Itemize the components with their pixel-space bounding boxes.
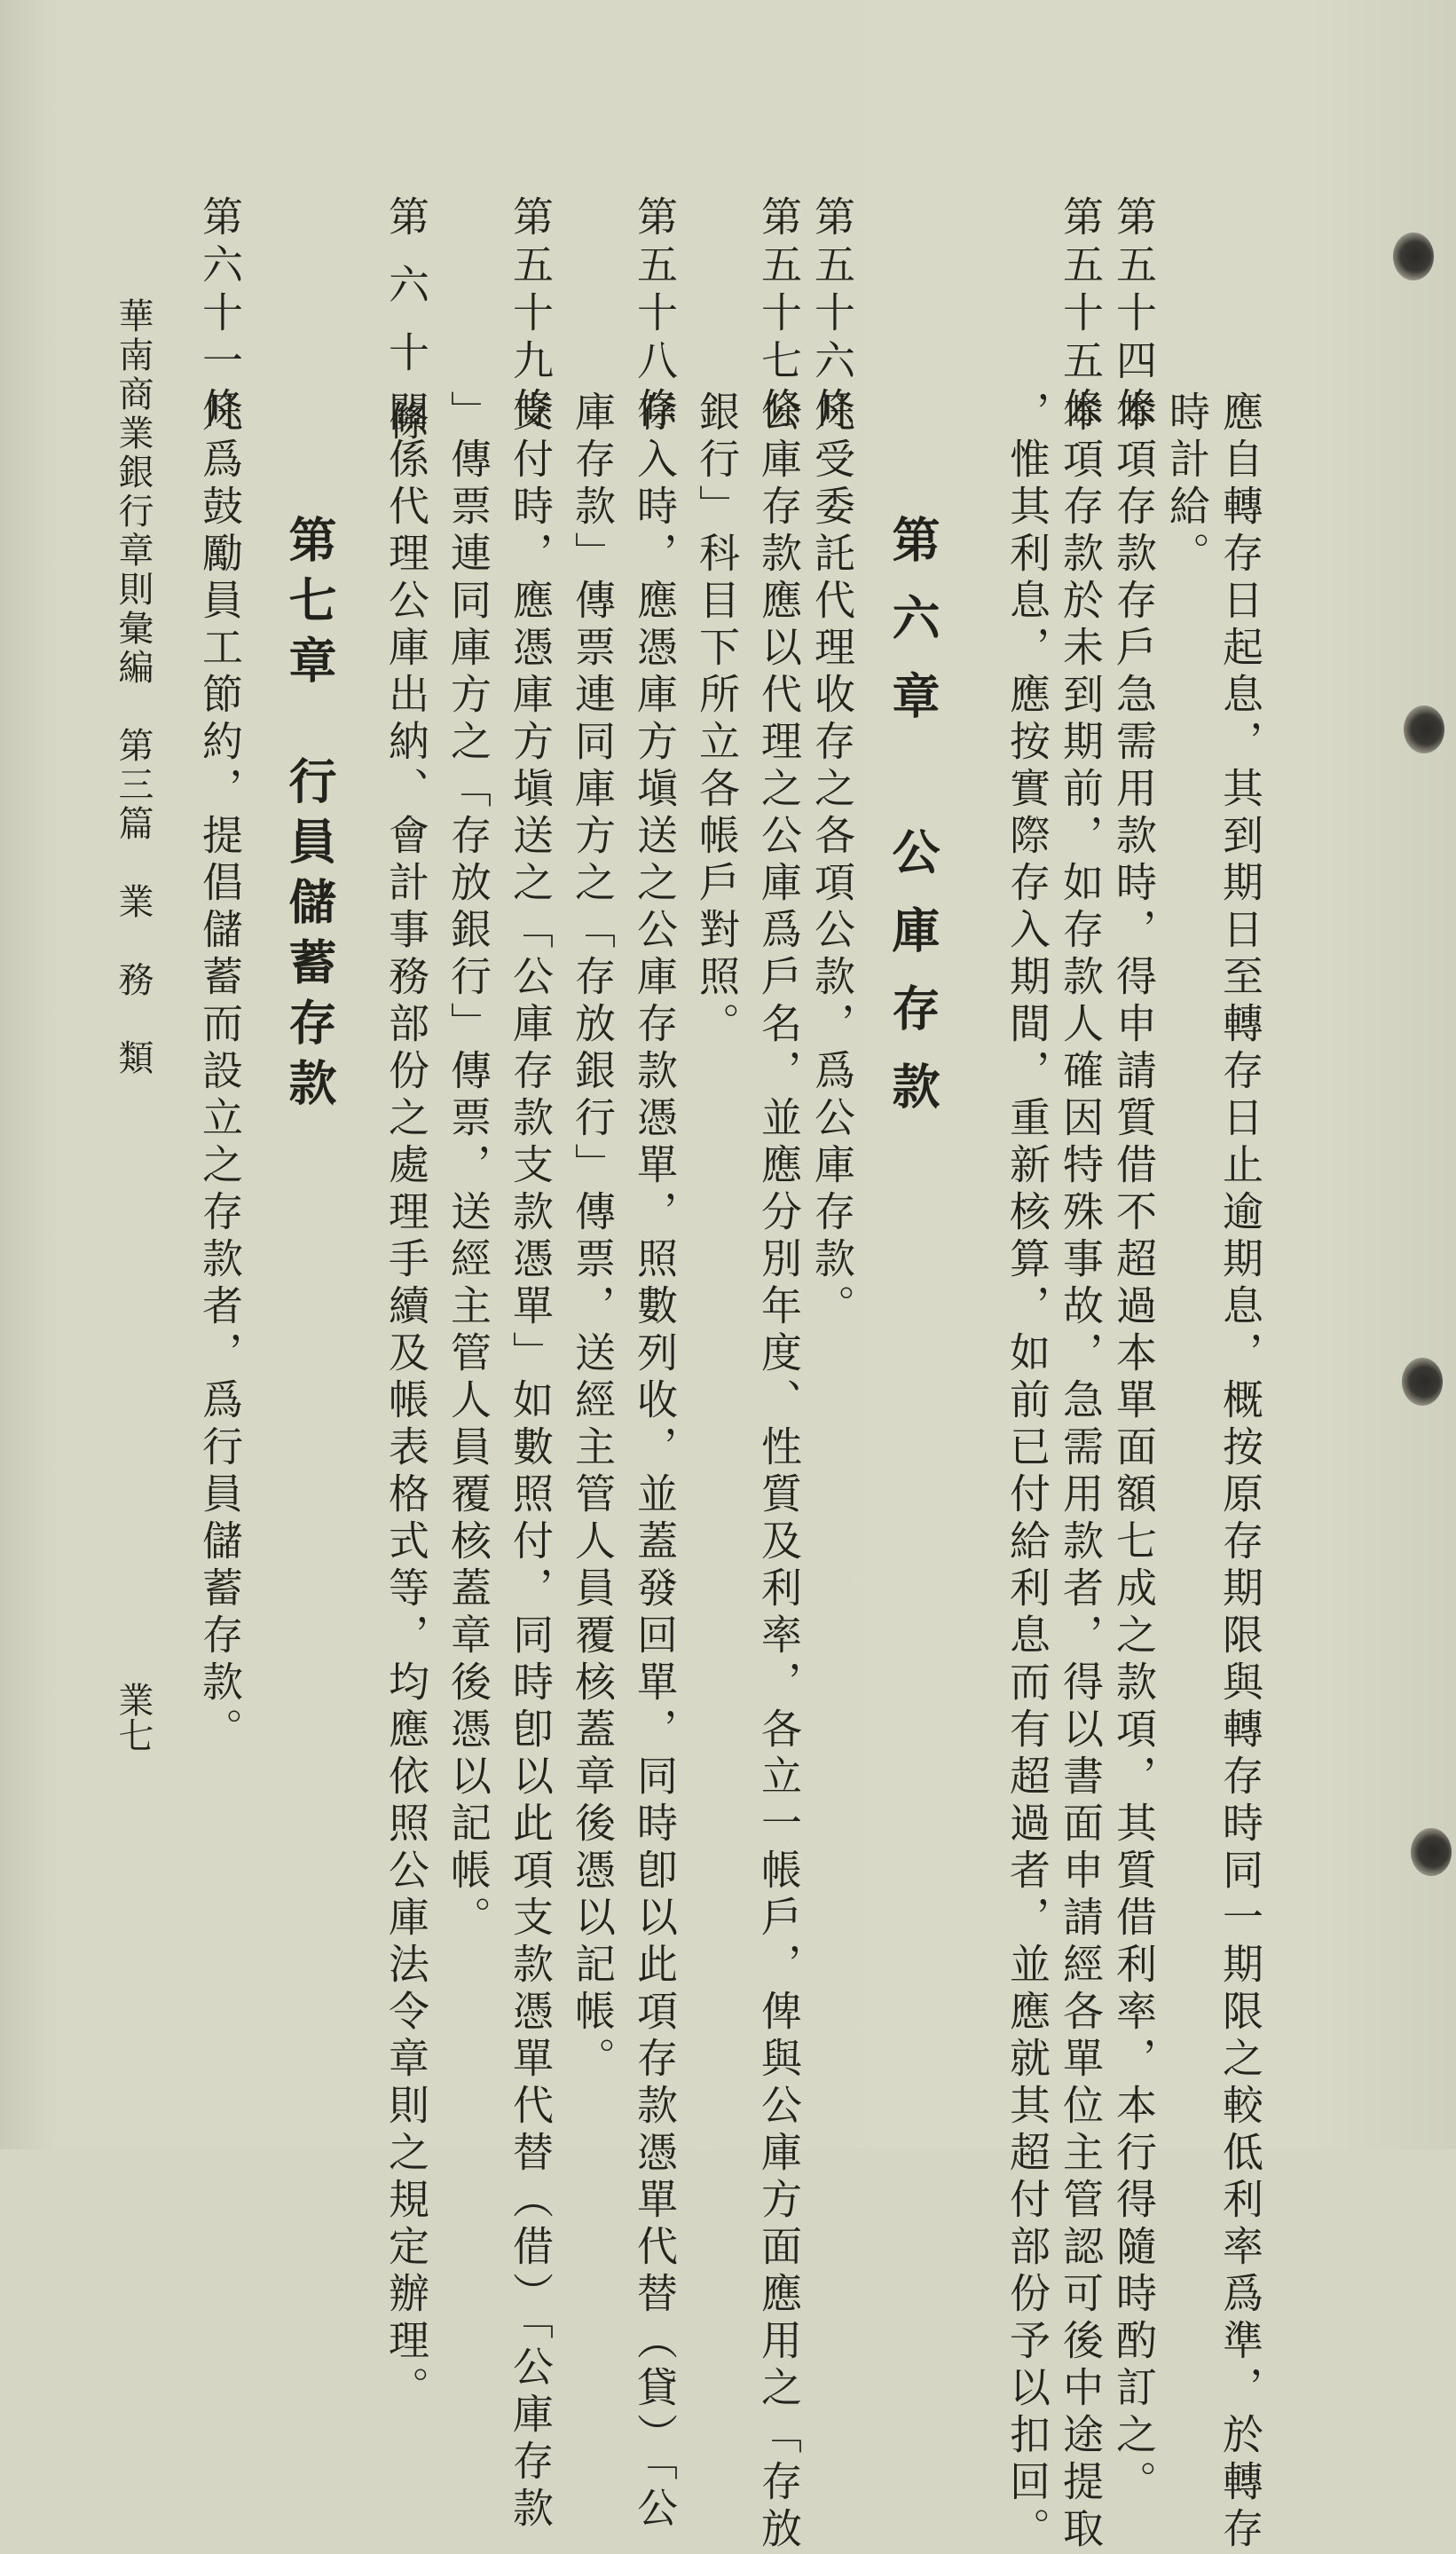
article-label: 第五十七條 xyxy=(755,195,803,435)
binding-hole xyxy=(1404,706,1444,753)
article-label: 第 六 十 條 xyxy=(382,195,430,447)
text-line: 應自轉存日起息，其到期日至轉存日止逾期息，概按原存期限與轉存時同一期限之較低利率爲準，於轉存 xyxy=(1216,390,1264,2554)
article-label: 第五十五條 xyxy=(1057,195,1105,435)
article-label: 第五十九條 xyxy=(507,195,555,435)
text-line: ，惟其利息，應按實際存入期間，重新核算，如前已付給利息而有超過者，並應就其超付部份予以扣回。 xyxy=(1003,390,1051,2554)
chapter-7-heading: 第七章 行員儲蓄存款 xyxy=(281,515,338,1118)
article-label: 第五十六條 xyxy=(808,195,856,435)
article-label: 第六十一條 xyxy=(196,195,244,435)
text-line: 銀行」科目下所立各帳戶對照。 xyxy=(693,390,741,1049)
binding-hole xyxy=(1411,1828,1452,1876)
article-label: 第五十八條 xyxy=(631,195,679,435)
binding-hole xyxy=(1393,233,1434,280)
text-line: 公庫存款應以代理之公庫爲戶名，並應分別年度、性質及利率，各立一帳戶，俾與公庫方面應用之「存放 xyxy=(755,390,803,2554)
page-footer: 華南商業銀行章則彙編 第三篇 業 務 類 xyxy=(113,297,153,1078)
text-line: 凡受委託代理收存之各項公款，爲公庫存款。 xyxy=(808,390,856,1331)
text-line: 支付時，應憑庫方塡送之「公庫存款支款憑單」如數照付，同時卽以此項支款憑單代替（借）「公庫存款 xyxy=(507,390,555,2534)
text-line: 凡爲鼓勵員工節約，提倡儲蓄而設立之存款者，爲行員儲蓄存款。 xyxy=(196,390,244,1754)
article-label: 第五十四條 xyxy=(1110,195,1158,435)
text-line: 本項存款存戶急需用款時，得申請質借不超過本單面額七成之款項，其質借利率，本行得隨時酌訂之。 xyxy=(1110,390,1158,2507)
text-line: 存入時，應憑庫方塡送之公庫存款憑單，照數列收，並蓋發回單，同時卽以此項存款憑單代替（貸）「公 xyxy=(631,390,679,2534)
binding-hole xyxy=(1402,1358,1443,1406)
text-line: 本項存款於未到期前，如存款人確因特殊事故，急需用款者，得以書面申請經各單位主管認可後中途提取 xyxy=(1057,390,1105,2554)
page-number: 業七 xyxy=(113,1682,153,1753)
text-line: 關係代理公庫出納、會計事務部份之處理手續及帳表格式等，均應依照公庫法令章則之規定辦理。 xyxy=(382,390,430,2413)
chapter-6-heading: 第六章 公庫存款 xyxy=(885,515,941,1139)
text-line: 庫存款」傳票連同庫方之「存放銀行」傳票，送經主管人員覆核蓋章後憑以記帳。 xyxy=(569,390,617,2084)
text-line: 時計給。 xyxy=(1163,390,1211,579)
text-line: 」傳票連同庫方之「存放銀行」傳票，送經主管人員覆核蓋章後憑以記帳。 xyxy=(445,390,492,1943)
